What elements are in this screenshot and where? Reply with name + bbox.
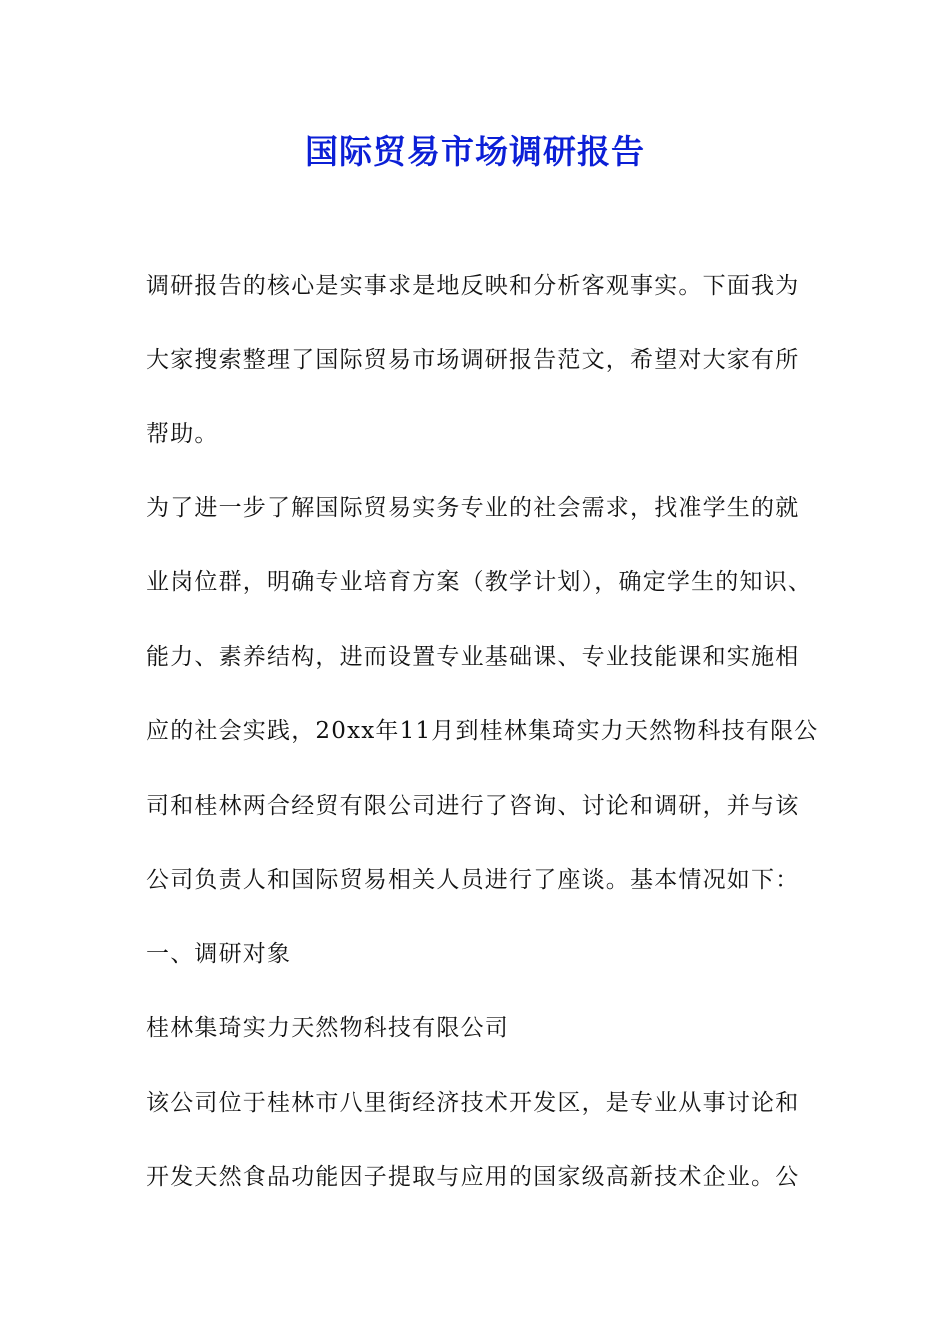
paragraph-line-13: 开发天然食品功能因子提取与应用的国家级高新技术企业。公 [146, 1164, 800, 1190]
document-title: 国际贸易市场调研报告 [305, 132, 645, 171]
paragraph-line-7: 应的社会实践，20xx年11月到桂林集琦实力天然物科技有限公 [146, 718, 819, 744]
paragraph-line-2: 大家搜索整理了国际贸易市场调研报告范文，希望对大家有所 [146, 347, 800, 373]
section-heading: 一、调研对象 [146, 941, 292, 967]
paragraph-line-12: 该公司位于桂林市八里街经济技术开发区，是专业从事讨论和 [146, 1090, 800, 1116]
paragraph-line-1: 调研报告的核心是实事求是地反映和分析客观事实。下面我为 [146, 273, 800, 299]
paragraph-line-3: 帮助。 [146, 421, 219, 447]
paragraph-line-6: 能力、素养结构，进而设置专业基础课、专业技能课和实施相 [146, 644, 800, 670]
paragraph-line-5: 业岗位群，明确专业培育方案（教学计划），确定学生的知识、 [146, 569, 813, 595]
paragraph-line-4: 为了进一步了解国际贸易实务专业的社会需求，找准学生的就 [146, 495, 800, 521]
paragraph-line-9: 公司负责人和国际贸易相关人员进行了座谈。基本情况如下： [146, 867, 800, 893]
company-name: 桂林集琦实力天然物科技有限公司 [146, 1015, 509, 1041]
paragraph-line-8: 司和桂林两合经贸有限公司进行了咨询、讨论和调研，并与该 [146, 793, 800, 819]
